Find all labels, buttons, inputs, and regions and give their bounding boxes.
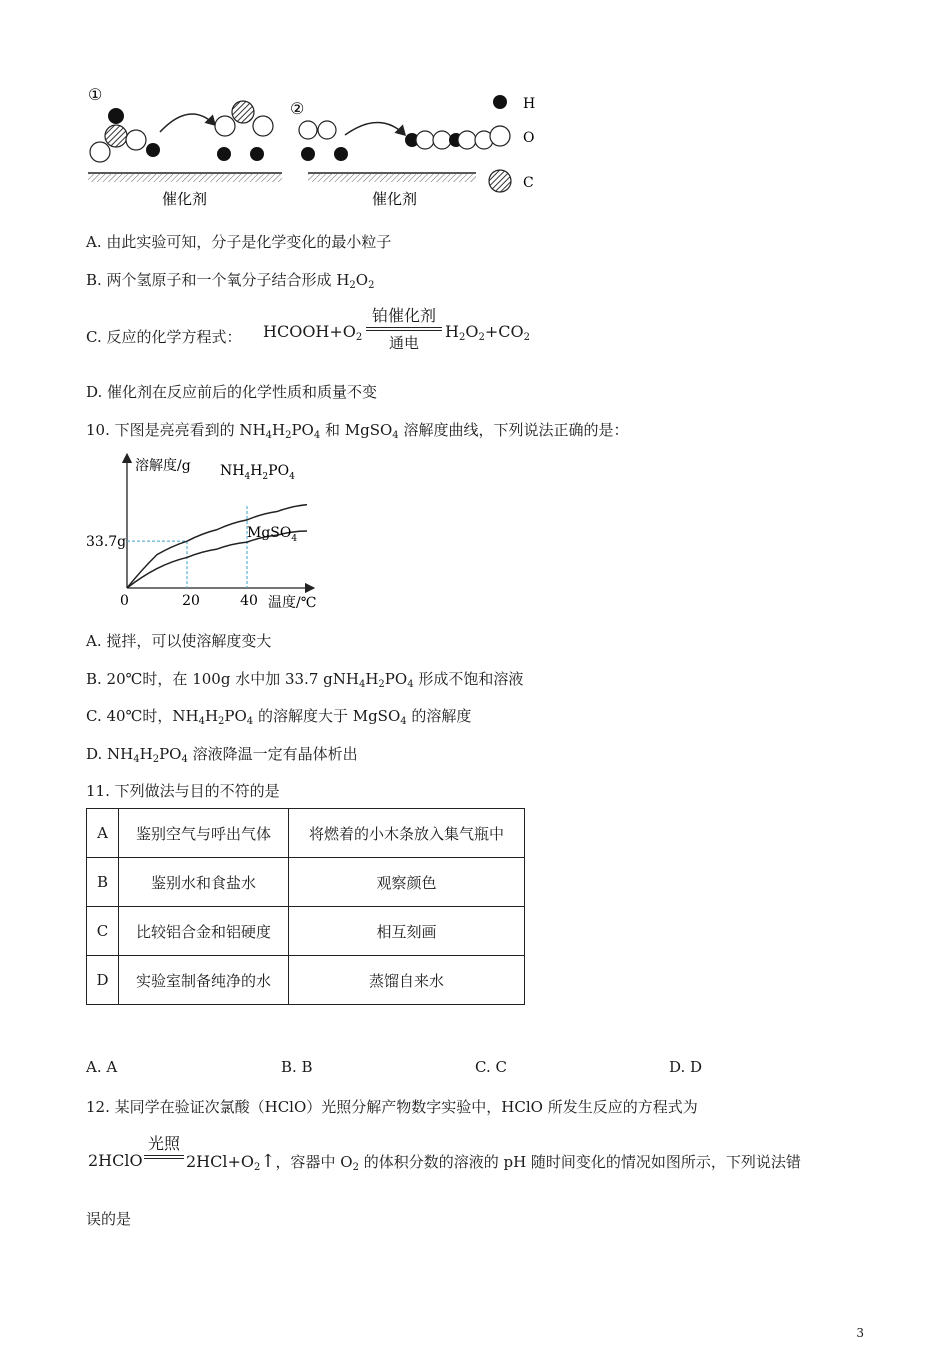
table-cell: 鉴别空气与呼出气体 (119, 809, 289, 858)
h-atom (334, 147, 348, 161)
h-atom (217, 147, 231, 161)
c-atom (232, 101, 254, 123)
x-tick-40: 40 (240, 593, 258, 609)
table-cell: D (87, 956, 119, 1005)
nh4h2po4-curve (127, 505, 307, 588)
mgso4-label: MgSO$_4$ (247, 525, 298, 544)
q10-option-a: A. 搅拌，可以使溶解度变大 (86, 632, 272, 650)
c-atom (105, 125, 127, 147)
o-atom (318, 121, 336, 139)
nh4h2po4-label: $NH_4H_2PO_4$ (220, 463, 295, 482)
legend-h-label: H (523, 96, 536, 112)
x-tick-0: 0 (120, 593, 129, 609)
q10-stem: 10. 下图是亮亮看到的 $NH_4H_2PO_4$ 和 MgSO$_4$ 溶解度曲线，下列说法正确的是： (86, 421, 629, 441)
q11-answer-a: A. A (86, 1058, 118, 1076)
q9-c-condition: 铂催化剂 通电 (366, 305, 442, 355)
q11-answer-c: C. C (475, 1058, 507, 1076)
q10-option-b: B. 20℃时，在 100g 水中加 33.7 $gNH_4H_2PO_4$ 形成不饱和溶液 (86, 670, 524, 690)
table-row (87, 858, 525, 907)
table-cell: 蒸馏自来水 (289, 956, 525, 1005)
q9-c-lhs: $HCOOH+O_2$ (263, 322, 363, 343)
q12-eq-rhs: $2HCl+O_2↑$，容器中 $O_2$ 的体积分数的溶液的 pH 随时间变化的情况如图所示，下列说法错 (186, 1151, 801, 1173)
table-row (87, 907, 525, 956)
table-cell: A (87, 809, 119, 858)
table-cell: 比较铝合金和铝硬度 (119, 907, 289, 956)
table-cell: 鉴别水和食盐水 (119, 858, 289, 907)
q9-c-rhs: $H_2O_2+CO_2$ (445, 322, 530, 343)
table-cell: 观察颜色 (289, 858, 525, 907)
arrow (345, 123, 405, 136)
reaction-diagram (80, 80, 550, 215)
table-cell: 实验室制备纯净的水 (119, 956, 289, 1005)
h-atom (146, 143, 160, 157)
o-atom (299, 121, 317, 139)
arrow (160, 114, 215, 132)
h-atom (250, 147, 264, 161)
table-cell: 相互刻画 (289, 907, 525, 956)
q9-option-b: B. 两个氢原子和一个氧分子结合形成 $H_2O_2$ (86, 271, 375, 291)
q10-option-d: D. $NH_4H_2PO_4$ 溶液降温一定有晶体析出 (86, 745, 358, 765)
q12-eq-condition: 光照 (144, 1133, 184, 1159)
y-axis-label: 溶解度/g (135, 458, 191, 474)
o-atom (433, 131, 451, 149)
x-tick-20: 20 (182, 593, 200, 609)
table-cell: B (87, 858, 119, 907)
x-axis-label: 温度/℃ (268, 595, 317, 611)
q9-option-a: A. 由此实验可知，分子是化学变化的最小粒子 (86, 233, 392, 251)
q12-stem-end: 误的是 (86, 1210, 132, 1228)
o-atom (90, 142, 110, 162)
h-atom (108, 108, 124, 124)
q9-option-d: D. 催化剂在反应前后的化学性质和质量不变 (86, 383, 378, 401)
q10-option-c: C. 40℃时，$NH_4H_2PO_4$ 的溶解度大于 MgSO$_4$ 的溶解度 (86, 707, 472, 727)
q11-table (86, 808, 525, 1005)
catalyst-label: 催化剂 (372, 190, 418, 208)
legend-h-swatch (493, 95, 507, 109)
q9-option-c: C. 反应的化学方程式： (86, 328, 242, 346)
legend-o-swatch (490, 126, 510, 146)
solubility-chart (80, 450, 340, 620)
catalyst-label: 催化剂 (162, 190, 208, 208)
o-atom (126, 130, 146, 150)
table-cell: 将燃着的小木条放入集气瓶中 (289, 809, 525, 858)
table-cell: C (87, 907, 119, 956)
legend-o-label: O (523, 130, 535, 146)
h-atom (301, 147, 315, 161)
o-atom (416, 131, 434, 149)
page-number: 3 (856, 1326, 864, 1340)
q11-answer-d: D. D (669, 1058, 703, 1076)
q11-stem: 11. 下列做法与目的不符的是 (86, 782, 280, 800)
q12-eq-lhs: 2HClO (88, 1151, 143, 1170)
o-atom (253, 116, 273, 136)
q12-stem: 12. 某同学在验证次氯酸（HClO）光照分解产物数字实验中，HClO 所发生反应的方程式为 (86, 1098, 698, 1116)
legend-c-label: C (523, 175, 534, 191)
table-row (87, 956, 525, 1005)
legend-c-swatch (489, 170, 511, 192)
diagram-label-2: ② (290, 99, 305, 118)
table-row (87, 809, 525, 858)
q11-answer-b: B. B (281, 1058, 313, 1076)
diagram-label-1: ① (88, 85, 103, 104)
y-tick-33-7g: 33.7g (86, 534, 127, 551)
o-atom (215, 116, 235, 136)
o-atom (458, 131, 476, 149)
